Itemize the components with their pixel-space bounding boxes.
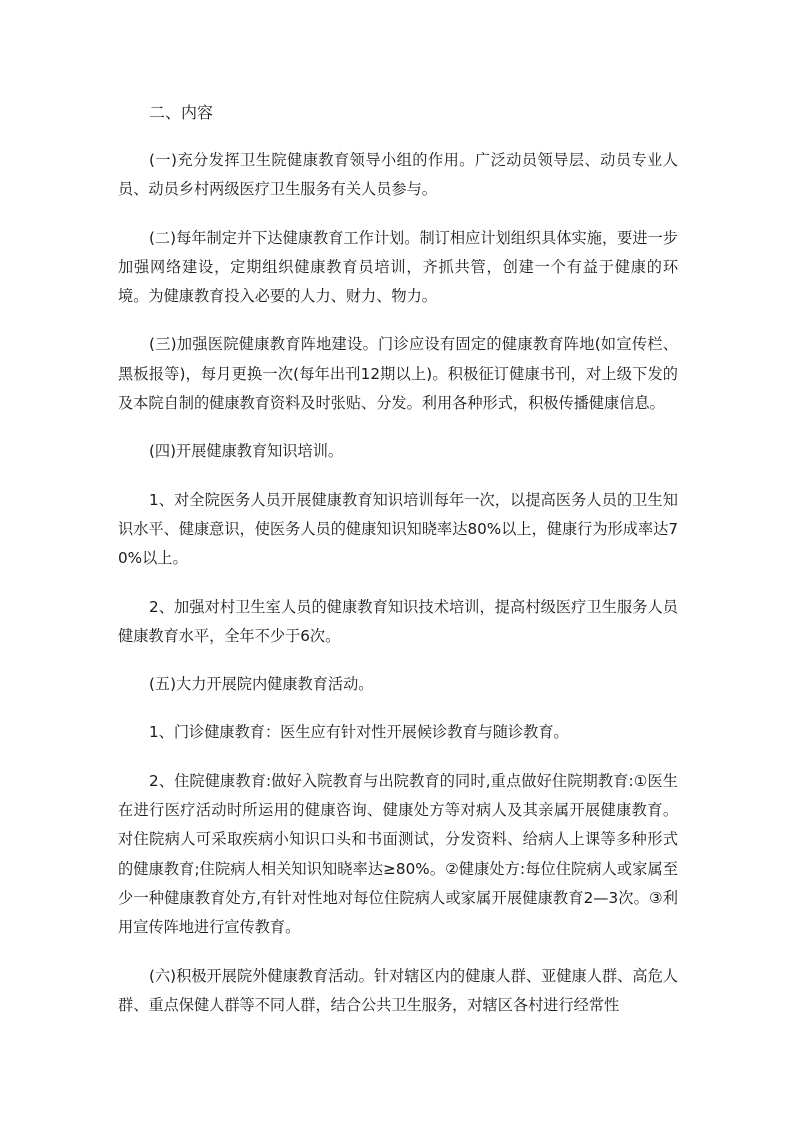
paragraph-10: (六)积极开展院外健康教育活动。针对辖区内的健康人群、亚健康人群、高危人群、重点保健人群等不同人群，结合公共卫生服务，对辖区各村进行经常性 [118, 966, 678, 1014]
section-heading: 二、内容 [149, 103, 214, 122]
paragraph-2: (二)每年制定并下达健康教育工作计划。制订相应计划组织具体实施，要进一步加强网络建设，定期组织健康教育员培训，齐抓共管，创建一个有益于健康的环境。为健康教育投入必要的人力、财力、物力。 [118, 228, 678, 306]
paragraph-8: 1、门诊健康教育：医生应有针对性开展候诊教育与随诊教育。 [149, 723, 569, 742]
paragraph-3: (三)加强医院健康教育阵地建设。门诊应设有固定的健康教育阵地(如宣传栏、黑板报等)，每月更换一次(每年出刊12期以上)。积极征订健康书刊，对上级下发的及本院自制的健康教育资料及时张贴、分发。利用各种形式，积极传播健康信息。 [118, 335, 678, 413]
paragraph-5: 1、对全院医务人员开展健康教育知识培训每年一次，以提高医务人员的卫生知识水平、健康意识，使医务人员的健康知识知晓率达80%以上，健康行为形成率达70%以上。 [118, 490, 678, 568]
paragraph-9: 2、住院健康教育:做好入院教育与出院教育的同时,重点做好住院期教育:①医生在进行医疗活动时所运用的健康咨询、健康处方等对病人及其亲属开展健康教育。对住院病人可采取疾病小知识口头和书面测试，分发资料、给病人上课等多种形式的健康教育;住院病人相关知识知晓率达≥80%。②健康处方:每位住院病人或家属至少一种健康教育处方,有针对性地对每位住院病人或家属开展健康教育2—3次。③利用宣传阵地进行宣传教育。 [118, 771, 678, 937]
document-body [118, 98, 678, 1039]
paragraph-1: (一)充分发挥卫生院健康教育领导小组的作用。广泛动员领导层、动员专业人员、动员乡村两级医疗卫生服务有关人员参与。 [118, 151, 678, 199]
paragraph-6: 2、加强对村卫生室人员的健康教育知识技术培训，提高村级医疗卫生服务人员健康教育水平，全年不少于6次。 [118, 597, 678, 645]
paragraph-7: (五)大力开展院内健康教育活动。 [149, 675, 374, 694]
paragraph-4: (四)开展健康教育知识培训。 [149, 442, 344, 461]
